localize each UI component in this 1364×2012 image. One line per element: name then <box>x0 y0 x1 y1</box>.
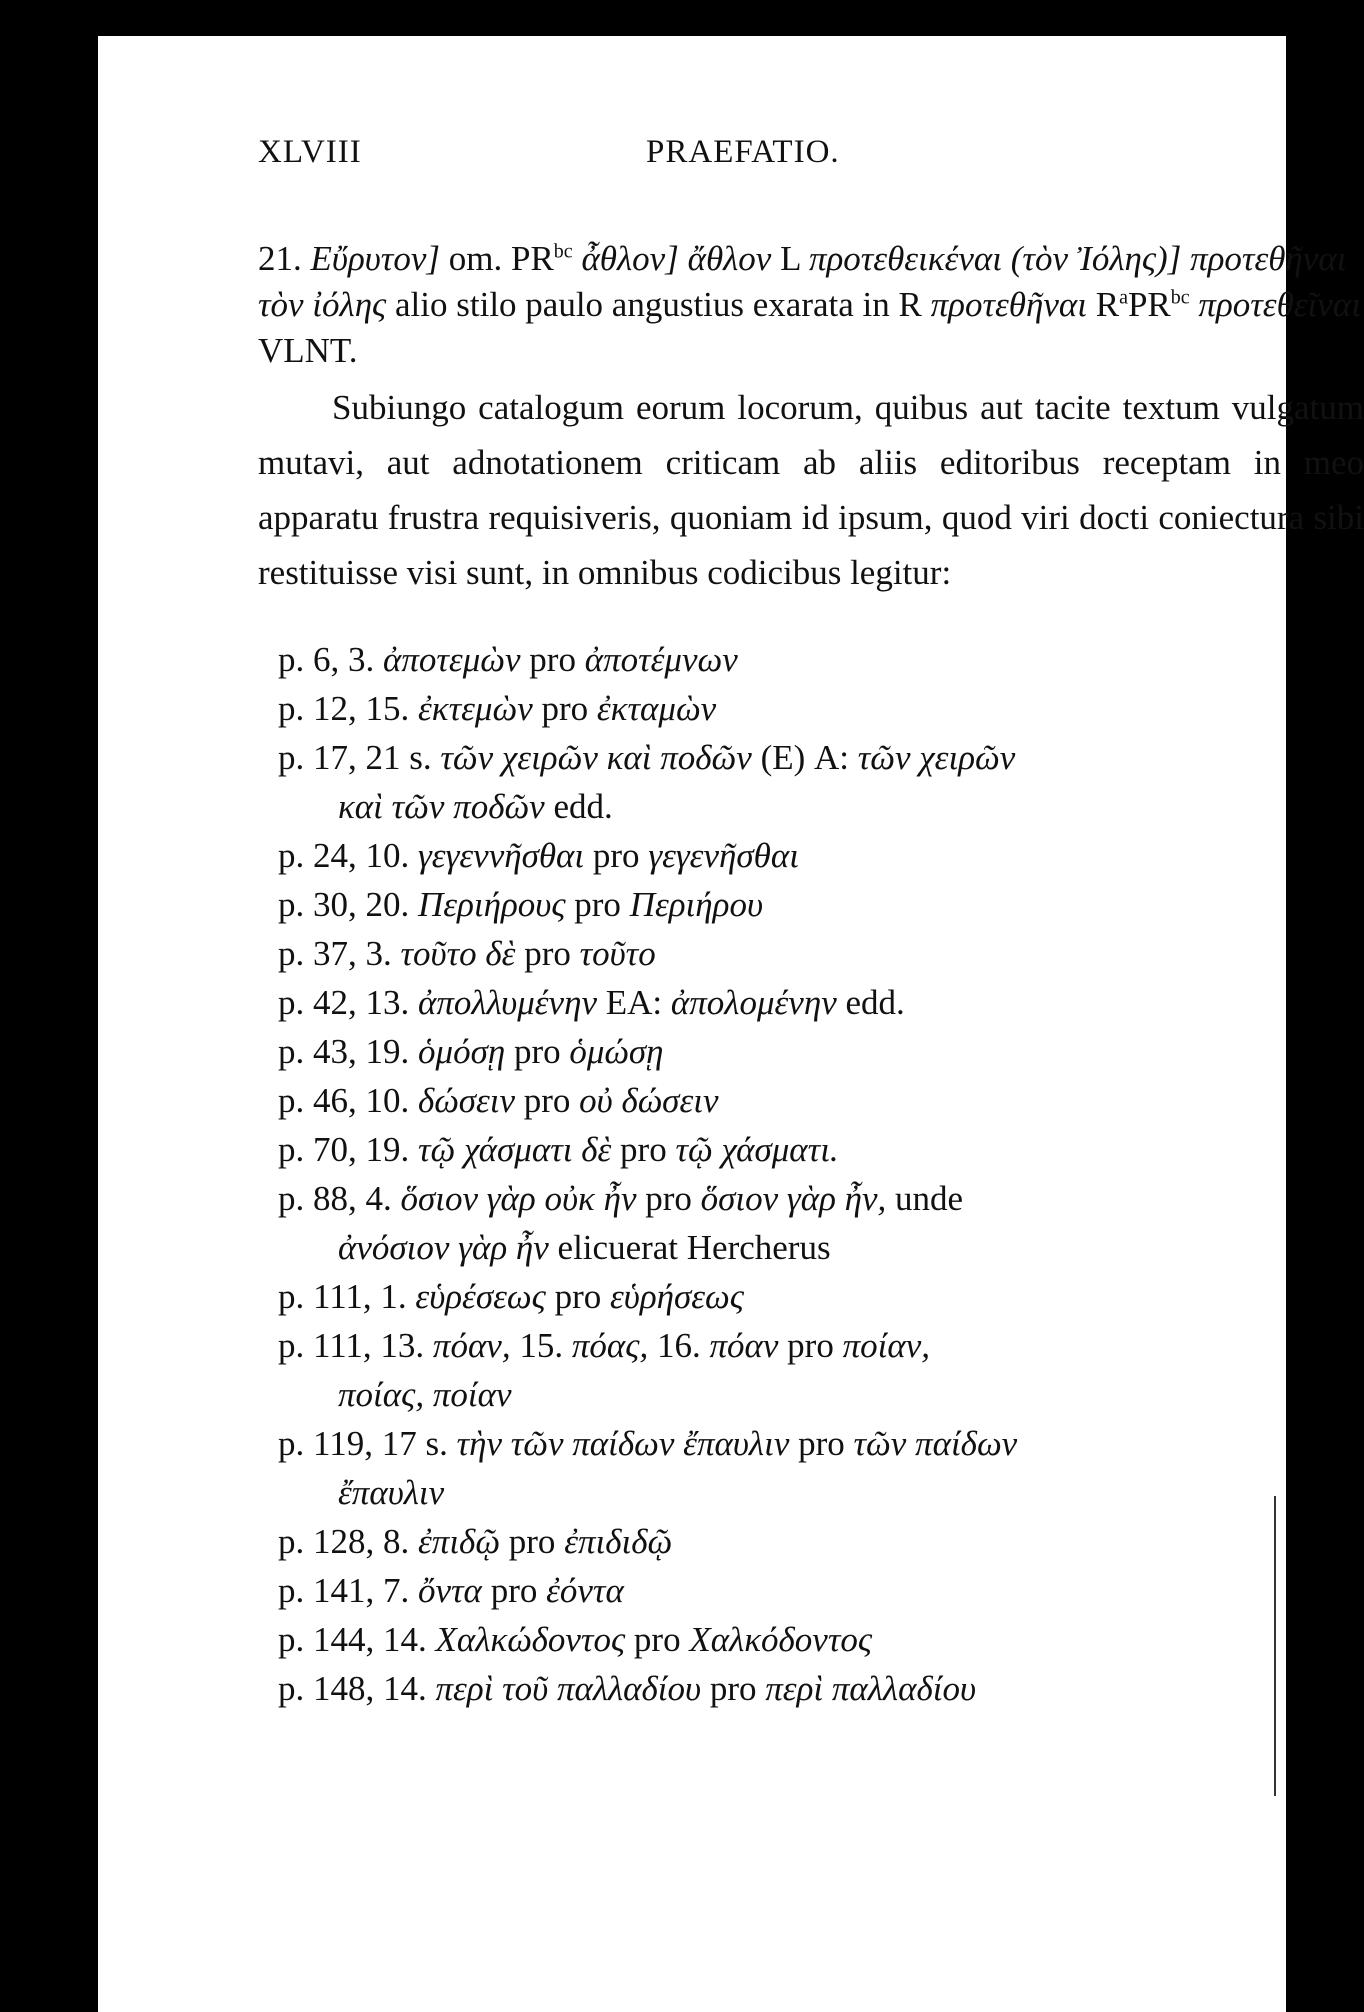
list-item <box>258 1076 1364 1125</box>
entry-ref: p. 148, 14. <box>278 1669 427 1708</box>
entry-note: elicuerat Hercherus <box>548 1228 831 1267</box>
variant: τῶν χειρῶν <box>857 738 1016 777</box>
greek-text: προτεθῆναι <box>930 285 1087 324</box>
reading: περὶ τοῦ παλλαδίου <box>435 1669 702 1708</box>
entry-ref: p. 30, 20. <box>278 885 410 924</box>
entry-ref: p. 37, 3. <box>278 934 392 973</box>
siglum-sup: a <box>1119 286 1128 309</box>
variant: οὐ δώσειν <box>579 1081 719 1120</box>
entry-sep: pro <box>545 1277 610 1316</box>
variant: τοῦτο <box>579 934 656 973</box>
variant: τῷ χάσματι. <box>675 1130 839 1169</box>
greek-text: (τὸν Ἰόλης)] <box>1010 239 1182 278</box>
variant: Περιήρου <box>629 885 764 924</box>
reading: πόαν, <box>432 1326 511 1365</box>
list-item <box>258 1419 1364 1517</box>
entry-sep: (E) A: <box>751 738 858 777</box>
entry-sep: pro <box>500 1522 565 1561</box>
entry-sep: pro <box>515 934 580 973</box>
entry-sep: pro <box>584 836 649 875</box>
entry-sep: 15. <box>510 1326 572 1365</box>
reading: ἐπιδῷ <box>418 1522 501 1561</box>
entry-ref: p. 17, 21 s. <box>278 738 432 777</box>
latin-text: R <box>1086 285 1120 324</box>
entry-sep: pro <box>565 885 630 924</box>
variant: περὶ παλλαδίου <box>765 1669 977 1708</box>
variant: ἔπαυλιν <box>338 1473 445 1512</box>
greek-text: προτεθῆναι τὸν ἰόλης <box>258 239 1347 324</box>
entry-ref: p. 144, 14. <box>278 1620 427 1659</box>
variant: ἀνόσιον γὰρ ἦν <box>338 1228 549 1267</box>
variant: Χαλκόδοντος <box>689 1620 873 1659</box>
reading: γεγεννῆσθαι <box>418 836 585 875</box>
entry-ref: p. 24, 10. <box>278 836 410 875</box>
entry-sep: 16. <box>648 1326 710 1365</box>
greek-text: ἄθλον <box>687 239 772 278</box>
entry-ref: p. 6, 3. <box>278 640 375 679</box>
list-item <box>258 684 1364 733</box>
reading: πόαν <box>709 1326 779 1365</box>
book-page <box>98 36 1364 2012</box>
variant: πόας, <box>571 1326 649 1365</box>
variant: ἀπολομένην <box>670 983 837 1022</box>
entry-sep: pro <box>611 1130 676 1169</box>
list-item <box>258 1321 1364 1419</box>
entry-sep: pro <box>701 1669 766 1708</box>
greek-text: προτεθεῖναι <box>1198 285 1361 324</box>
list-item <box>258 1125 1364 1174</box>
reading: τοῦτο δὲ <box>400 934 516 973</box>
variant: ὅσιον γὰρ ἦν, <box>700 1179 887 1218</box>
list-item <box>258 978 1364 1027</box>
entry-ref: p. 88, 4. <box>278 1179 392 1218</box>
list-item <box>258 1027 1364 1076</box>
variant: καὶ τῶν ποδῶν <box>338 787 545 826</box>
greek-text: προτεθεικέναι <box>808 239 1003 278</box>
reading: ἀποτεμὼν <box>383 640 521 679</box>
entry-ref: p. 128, 8. <box>278 1522 410 1561</box>
variant: ἐόντα <box>546 1571 624 1610</box>
variant: ἀποτέμνων <box>584 640 738 679</box>
reading: ἐκτεμὼν <box>418 689 533 728</box>
reading: ἀπολλυμένην <box>418 983 597 1022</box>
margin-rule <box>1274 1496 1276 1796</box>
entry-sep: EA: <box>596 983 671 1022</box>
emendation-catalog <box>258 635 1364 1713</box>
reading: ὅσιον γὰρ οὐκ ἦν <box>400 1179 637 1218</box>
list-item <box>258 880 1364 929</box>
list-item <box>258 733 1364 831</box>
greek-text: ἆθλον] <box>581 239 679 278</box>
reading: δώσειν <box>418 1081 516 1120</box>
entry-sep: pro <box>636 1179 701 1218</box>
entry-note: edd. <box>544 787 613 826</box>
list-item <box>258 1615 1364 1664</box>
variant: γεγενῆσθαι <box>648 836 799 875</box>
reading: ὄντα <box>418 1571 482 1610</box>
body-paragraph: Subiungo catalogum eorum locorum, quibus aut tacite textum vulgatum mutavi, aut adnotationem criticam ab aliis editoribus receptam in meo apparatu frustra requisiveris, quoniam id ipsum, quod viri docti coniectura sibi restituisse visi sunt, in omnibus codicibus legitur: <box>258 388 1364 592</box>
note-number: 21. <box>258 239 302 278</box>
running-head <box>98 134 1286 184</box>
entry-continuation <box>278 1370 1364 1419</box>
siglum-sup: bc <box>1170 286 1190 309</box>
reading: ὁμόσῃ <box>418 1032 506 1071</box>
entry-ref: p. 12, 15. <box>278 689 410 728</box>
entry-sep: pro <box>789 1424 854 1463</box>
entry-continuation <box>278 782 1364 831</box>
entry-ref: p. 119, 17 s. <box>278 1424 448 1463</box>
reading: Χαλκώδοντος <box>435 1620 626 1659</box>
entry-sep: pro <box>515 1081 580 1120</box>
siglum-sup: bc <box>553 240 573 263</box>
reading: τῶν χειρῶν καὶ ποδῶν <box>440 738 752 777</box>
entry-ref: p. 141, 7. <box>278 1571 410 1610</box>
list-item <box>258 831 1364 880</box>
entry-ref: p. 111, 13. <box>278 1326 425 1365</box>
reading: εὑρέσεως <box>415 1277 546 1316</box>
variant: ὁμώσῃ <box>569 1032 664 1071</box>
latin-text: L <box>771 239 809 278</box>
list-item <box>258 929 1364 978</box>
entry-sep: pro <box>520 640 585 679</box>
list-item <box>258 1517 1364 1566</box>
reading: τὴν τῶν παίδων ἔπαυλιν <box>456 1424 790 1463</box>
latin-text: om. PR <box>440 239 554 278</box>
variant: ἐκταμὼν <box>596 689 717 728</box>
entry-ref: p. 70, 19. <box>278 1130 410 1169</box>
list-item <box>258 1174 1364 1272</box>
entry-ref: p. 42, 13. <box>278 983 410 1022</box>
list-item <box>258 635 1364 684</box>
latin-text: VLNT. <box>258 331 358 370</box>
reading: τῷ χάσματι δὲ <box>418 1130 612 1169</box>
entry-sep: pro <box>625 1620 690 1659</box>
variant: τῶν παίδων <box>853 1424 1018 1463</box>
page-title: PRAEFATIO. <box>646 134 840 170</box>
page-content <box>258 236 1364 1713</box>
entry-continuation <box>278 1468 1364 1517</box>
latin-text: PR <box>1127 285 1171 324</box>
reading: Περιήρους <box>418 885 566 924</box>
list-item <box>258 1566 1364 1615</box>
greek-text: Εὔρυτον] <box>310 239 440 278</box>
entry-sep: pro <box>505 1032 570 1071</box>
critical-note <box>258 236 1364 374</box>
variant: ποίαν, <box>842 1326 930 1365</box>
entry-note: unde <box>886 1179 964 1218</box>
entry-sep: pro <box>481 1571 547 1610</box>
entry-ref: p. 43, 19. <box>278 1032 410 1071</box>
entry-note: edd. <box>836 983 905 1022</box>
list-item <box>258 1664 1364 1713</box>
variant: εὑρήσεως <box>609 1277 744 1316</box>
variant: ἐπιδιδῷ <box>564 1522 673 1561</box>
entry-ref: p. 111, 1. <box>278 1277 407 1316</box>
entry-sep: pro <box>532 689 597 728</box>
variant: ποίας, ποίαν <box>338 1375 512 1414</box>
page-number: XLVIII <box>258 134 362 170</box>
entry-continuation <box>278 1223 1364 1272</box>
entry-ref: p. 46, 10. <box>278 1081 410 1120</box>
entry-sep: pro <box>778 1326 843 1365</box>
list-item <box>258 1272 1364 1321</box>
latin-text: alio stilo paulo angustius exarata in R <box>386 285 931 324</box>
